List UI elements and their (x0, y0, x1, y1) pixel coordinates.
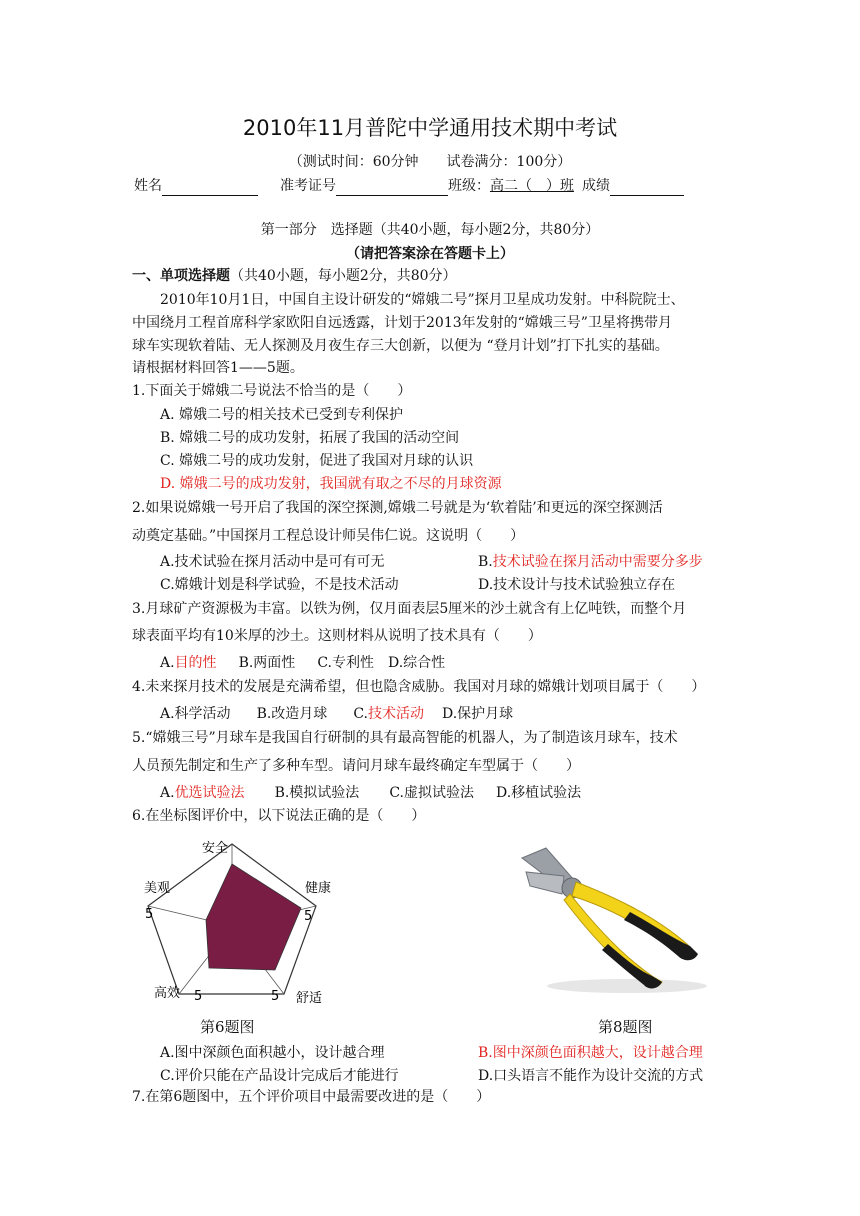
q4-option-c-prefix: C. (353, 706, 368, 722)
radar-label-health: 健康 (305, 881, 332, 896)
student-info-row (134, 176, 684, 196)
q5-stem-line1: 5.“嫦娥三号”月球车是我国自行研制的具有最高智能的机器人，为了制造该月球车，技术 (132, 730, 678, 746)
exam-id-blank[interactable] (336, 179, 448, 196)
q5-option-a-prefix: A. (160, 785, 175, 801)
q4-option-b[interactable]: B.改造月球 (256, 706, 328, 722)
q5-option-b[interactable]: B.模拟试验法 (274, 785, 360, 801)
name-blank[interactable] (162, 179, 258, 196)
radar-label-efficiency: 高效 (154, 986, 181, 1001)
section-heading (132, 266, 457, 286)
q5-option-a-answer: 优选试验法 (174, 785, 245, 801)
radar-max-beauty: 5 (145, 907, 154, 922)
q2-option-b-answer: 技术试验在探月活动中需要分多步 (492, 554, 703, 570)
radar-label-safety: 安全 (202, 841, 229, 856)
q3-option-a-prefix: A. (160, 655, 175, 671)
score-blank[interactable] (610, 179, 684, 196)
q5-stem-line2: 人员预先制定和生产了多种车型。请问月球车最终确定车型属于（ ） (132, 758, 580, 774)
q1-option-b[interactable]: B. 嫦娥二号的成功发射，拓展了我国的活动空间 (160, 430, 460, 446)
q4-option-d[interactable]: D.保护月球 (441, 706, 514, 722)
q6-option-c[interactable]: C.评价只能在产品设计完成后才能进行 (160, 1068, 399, 1084)
q1-option-c[interactable]: C. 嫦娥二号的成功发射，促进了我国对月球的认识 (160, 453, 474, 469)
name-label: 姓名 (134, 178, 162, 194)
q2-stem-line2: 动奠定基础。”中国探月工程总设计师吴伟仁说。这说明（ ） (132, 528, 525, 544)
q5-option-d[interactable]: D.移植试验法 (495, 785, 582, 801)
passage-line: 球车实现软着陆、无人探测及月夜生存三大创新，以便为 “登月计划”打下扎实的基础。 (132, 338, 669, 354)
score-label: 成绩 (582, 178, 610, 194)
class-label: 班级： (448, 178, 490, 194)
q3-option-c[interactable]: C.专利性 (317, 655, 374, 671)
q2-option-a[interactable]: A.技术试验在探月活动中是可有可无 (160, 554, 385, 570)
q1-option-d-answer[interactable]: D. 嫦娥二号的成功发射，我国就有取之不尽的月球资源 (160, 476, 502, 492)
q7-stem: 7.在第6题图中，五个评价项目中最需要改进的是（ ） (132, 1089, 491, 1105)
q6-stem: 6.在坐标图评价中，以下说法正确的是（ ） (132, 808, 426, 824)
pliers-icon (522, 848, 698, 988)
part1-note: （请把答案涂在答题卡上） (346, 246, 514, 262)
q1-stem: 1.下面关于嫦娥二号说法不恰当的是（ ） (132, 383, 412, 399)
section-info: （共40小题，每小题2分，共80分） (230, 268, 457, 284)
q6-option-d[interactable]: D.口头语言不能作为设计交流的方式 (478, 1068, 704, 1084)
q3-stem-line1: 3.月球矿产资源极为丰富。以铁为例，仅月面表层5厘米的沙土就含有上亿吨铁，而整个月 (132, 601, 687, 617)
q2-option-b-prefix: B. (478, 554, 493, 570)
q3-option-a-answer: 目的性 (174, 655, 217, 671)
class-value[interactable]: 高二（ ）班 (490, 178, 574, 194)
radar-figure (130, 830, 350, 1010)
section-title: 一、单项选择题 (132, 268, 230, 284)
q2-option-b[interactable] (478, 552, 703, 572)
pliers-figure (512, 836, 722, 996)
q6-option-b-answer[interactable]: B.图中深颜色面积越大，设计越合理 (478, 1045, 703, 1061)
radar-max-efficiency: 5 (194, 989, 203, 1004)
passage-line: 请根据材料回答1——5题。 (132, 360, 304, 376)
q2-stem-line1: 2.如果说嫦娥一号开启了我国的深空探测,嫦娥二号就是为‘软着陆’和更远的深空探测活 (132, 500, 663, 516)
q1-option-a[interactable]: A. 嫦娥二号的相关技术已受到专利保护 (160, 407, 404, 423)
q3-options (160, 653, 445, 673)
pliers-shadow (547, 979, 707, 993)
q3-option-a[interactable] (160, 655, 217, 671)
part1-heading: 第一部分 选择题（共40小题，每小题2分，共80分） (260, 222, 600, 238)
q4-option-c-answer: 技术活动 (367, 706, 424, 722)
q4-option-c[interactable] (353, 706, 424, 722)
fig6-caption: 第6题图 (200, 1018, 255, 1036)
radar-max-comfort: 5 (271, 989, 280, 1004)
q3-option-b[interactable]: B.两面性 (238, 655, 296, 671)
exam-title: 2010年11月普陀中学通用技术期中考试 (242, 116, 618, 140)
exam-id-label: 准考证号 (280, 178, 336, 194)
radar-max-health: 5 (304, 909, 313, 924)
q5-option-c[interactable]: C.虚拟试验法 (389, 785, 474, 801)
q2-option-d[interactable]: D.技术设计与技术试验独立存在 (478, 577, 676, 593)
fig8-caption: 第8题图 (598, 1018, 653, 1036)
exam-subtitle: （测试时间：60分钟 试卷满分：100分） (288, 154, 572, 170)
q4-stem: 4.未来探月技术的发展是充满希望，但也隐含威胁。我国对月球的嫦娥计划项目属于（ ） (132, 679, 706, 695)
q3-option-d[interactable]: D.综合性 (387, 655, 446, 671)
passage-line: 中国绕月工程首席科学家欧阳自远透露，计划于2013年发射的“嫦娥三号”卫星将携带月 (132, 315, 672, 331)
passage-line: 2010年10月1日，中国自主设计研发的“嫦娥二号”探月卫星成功发射。中科院院士、 (160, 292, 685, 308)
q5-option-a[interactable] (160, 785, 245, 801)
q6-option-a[interactable]: A.图中深颜色面积越小，设计越合理 (160, 1045, 385, 1061)
q5-options (160, 783, 581, 803)
q4-option-a[interactable]: A.科学活动 (160, 706, 231, 722)
q4-options (160, 704, 513, 724)
radar-label-beauty: 美观 (144, 881, 171, 896)
radar-label-comfort: 舒适 (296, 991, 323, 1006)
q3-stem-line2: 球表面平均有10米厚的沙土。这则材料从说明了技术具有（ ） (132, 628, 542, 644)
q2-option-c[interactable]: C.嫦娥计划是科学试验，不是技术活动 (160, 577, 399, 593)
